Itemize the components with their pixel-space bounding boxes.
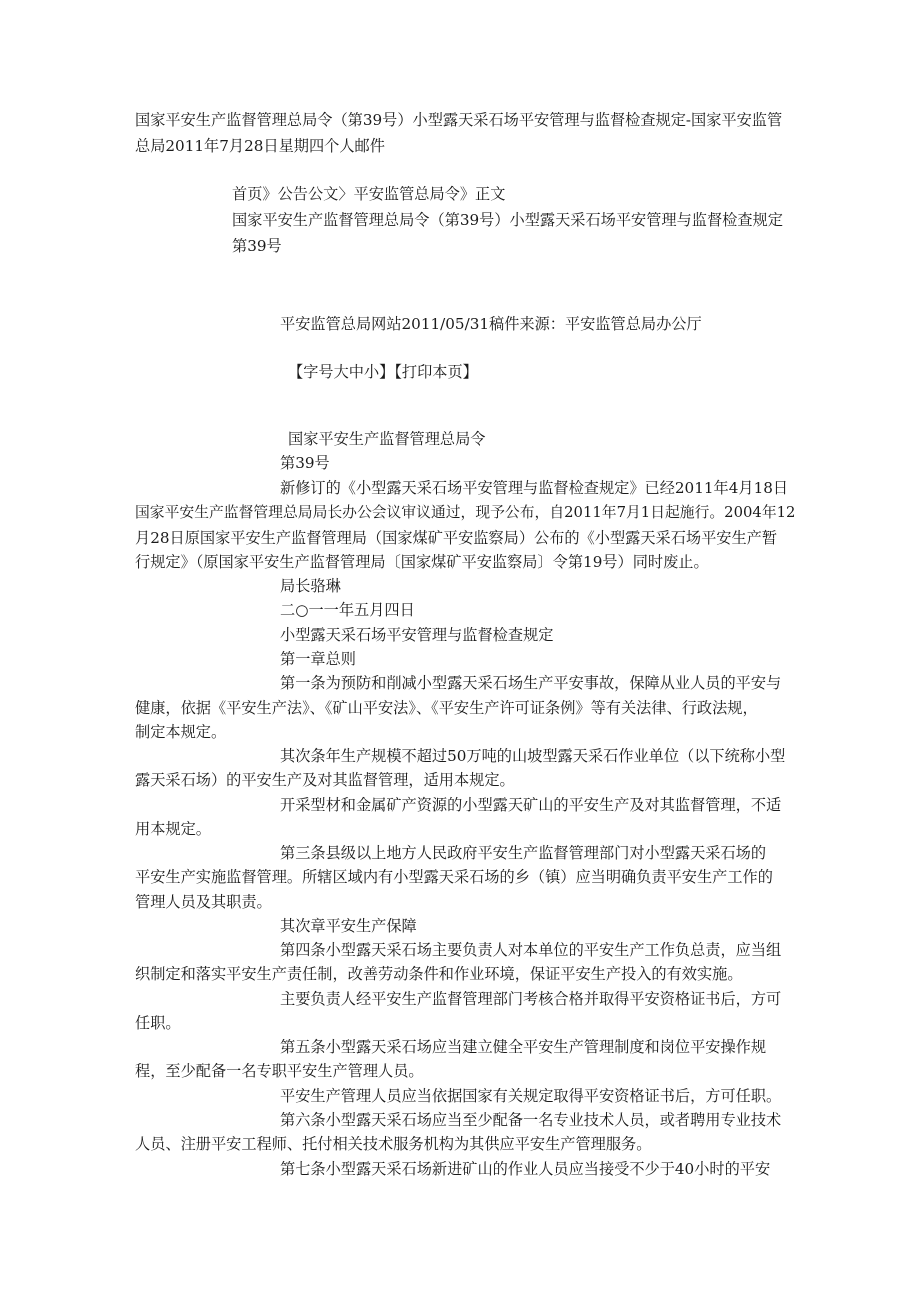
article-line: 平安生产管理人员应当依据国家有关规定取得平安资格证书后，方可任职。 [280,1087,782,1105]
font-size-large-button[interactable]: 大 [333,363,349,381]
document-header-line-2: 总局2011年7月28日星期四个人邮件 [135,137,385,155]
article-line: 人员、注册平安工程师、托付相关技术服务机构为其供应平安生产管理服务。 [135,1135,652,1153]
regulation-title: 小型露天采石场平安管理与监督检查规定 [280,626,554,644]
breadcrumb: 首页》公告公文〉平安监管总局令》正文 [232,185,506,203]
article-line: 开采型材和金属矿产资源的小型露天矿山的平安生产及对其监督管理，不适 [280,796,782,814]
font-size-close: 】 [379,363,395,381]
article-line: 制定本规定。 [135,723,227,741]
article-tools [288,362,708,382]
font-size-small-button[interactable]: 小 [363,363,380,381]
article-line: 用本规定。 [135,820,211,838]
article-line: 第四条小型露天采石场主要负责人对本单位的平安生产工作负总责，应当组 [280,941,782,959]
article-line: 第三条县级以上地方人民政府平安生产监督管理部门对小型露天采石场的 [280,844,766,862]
print-page-button[interactable]: 【打印本页】 [394,363,478,381]
article-line: 健康，依据《平安生产法》、《矿山平安法》、《平安生产许可证条例》等有关法律、行政法规， [135,699,758,717]
article-line: 第七条小型露天采石场新进矿山的作业人员应当接受不少于40小时的平安 [280,1160,771,1178]
article-line: 织制定和落实平安生产责任制，改善劳动条件和作业环境，保证平安生产投入的有效实施。 [135,965,743,983]
article-line: 程，至少配备一名专职平安生产管理人员。 [135,1062,424,1080]
document-header-line-1: 国家平安生产监督管理总局令（第39号）小型露天采石场平安管理与监督检查规定-国家平安监管 [135,111,783,129]
article-line: 管理人员及其职责。 [135,893,272,911]
article-order-number: 第39号 [280,454,330,472]
article-line: 第六条小型露天采石场应当至少配备一名专业技术人员，或者聘用专业技术 [280,1111,782,1129]
article-line: 国家平安生产监督管理总局局长办公会议审议通过，现予公布，自2011年7月1日起施行。2004年12 [135,504,795,521]
article-line: 第一条为预防和削减小型露天采石场生产平安事故，保障从业人员的平安与 [280,674,782,692]
article-line: 任职。 [135,1014,181,1032]
chapter-heading: 第一章总则 [280,650,356,668]
page-title-number: 第39号 [232,237,282,255]
article-line: 露天采石场）的平安生产及对其监督管理，适用本规定。 [135,771,515,789]
article-signatory: 局长骆琳 [280,577,341,595]
article-line: 第五条小型露天采石场应当建立健全平安生产管理制度和岗位平安操作规 [280,1038,766,1056]
article-line: 平安生产实施监督管理。所辖区域内有小型露天采石场的乡（镇）应当明确负责平安生产工作的 [135,868,773,886]
article-line: 行规定》（原国家平安生产监督管理局〔国家煤矿平安监察局〕令第19号）同时废止。 [135,553,709,571]
font-size-label: 【字号 [288,363,334,381]
article-issuer: 国家平安生产监督管理总局令 [288,430,486,448]
article-line: 其次条年生产规模不超过50万吨的山坡型露天采石作业单位（以下统称小型 [280,747,786,765]
article-line: 月28日原国家平安生产监督管理局（国家煤矿平安监察局）公布的《小型露天采石场平安生产暂 [135,529,778,547]
article-source: 平安监管总局网站2011/05/31稿件来源：平安监管总局办公厅 [280,315,702,333]
page-title: 国家平安生产监督管理总局令（第39号）小型露天采石场平安管理与监督检查规定 [232,211,783,229]
article-line: 主要负责人经平安生产监督管理部门考核合格并取得平安资格证书后，方可 [280,990,782,1008]
article-date: 二○一一年五月四日 [280,601,415,619]
chapter-heading: 其次章平安生产保障 [280,917,417,935]
article-line: 新修订的《小型露天采石场平安管理与监督检查规定》已经2011年4月18日 [280,479,789,497]
font-size-medium-button[interactable]: 中 [348,363,364,381]
